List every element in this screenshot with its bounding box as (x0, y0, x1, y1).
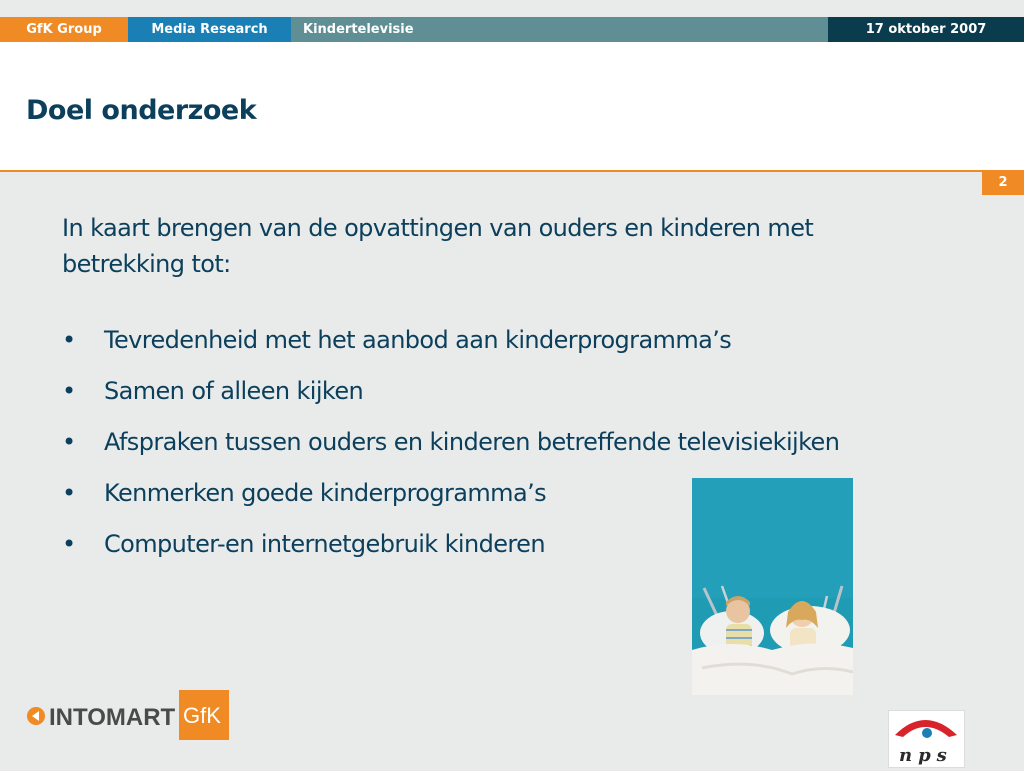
bullet-text: Samen of alleen kijken (104, 377, 364, 405)
bullet-icon: • (62, 326, 76, 354)
header-divider (0, 170, 1024, 172)
bullet-text: Afspraken tussen ouders en kinderen betreffende televisiekijken (104, 428, 840, 456)
gfk-wordmark: GfK (183, 703, 221, 728)
intomart-gfk-logo-icon (24, 690, 234, 740)
bullet-text: Tevredenheid met het aanbod aan kinderprogramma’s (104, 326, 732, 354)
bullet-text: Kenmerken goede kinderprogramma’s (104, 479, 547, 507)
company-label: GfK Group (0, 17, 128, 42)
bullet-icon: • (62, 428, 76, 456)
page-number-badge: 2 (982, 172, 1024, 195)
department-label: Media Research (128, 17, 291, 42)
bullet-icon: • (62, 530, 76, 558)
photo-children-tv-icon (692, 478, 853, 695)
intro-text: In kaart brengen van de opvattingen van ouders en kinderen met betrekking tot: (62, 214, 814, 278)
nps-wordmark: nps (899, 745, 953, 766)
page-title: Doel onderzoek (26, 95, 257, 126)
bullet-icon: • (62, 479, 76, 507)
nps-logo-icon (888, 710, 965, 768)
date-label: 17 oktober 2007 (828, 17, 1024, 42)
intomart-wordmark: INTOMART (49, 704, 176, 731)
top-bar (0, 17, 1024, 42)
topic-label: Kindertelevisie (291, 17, 828, 42)
bullet-icon: • (62, 377, 76, 405)
bullet-text: Computer-en internetgebruik kinderen (104, 530, 545, 558)
